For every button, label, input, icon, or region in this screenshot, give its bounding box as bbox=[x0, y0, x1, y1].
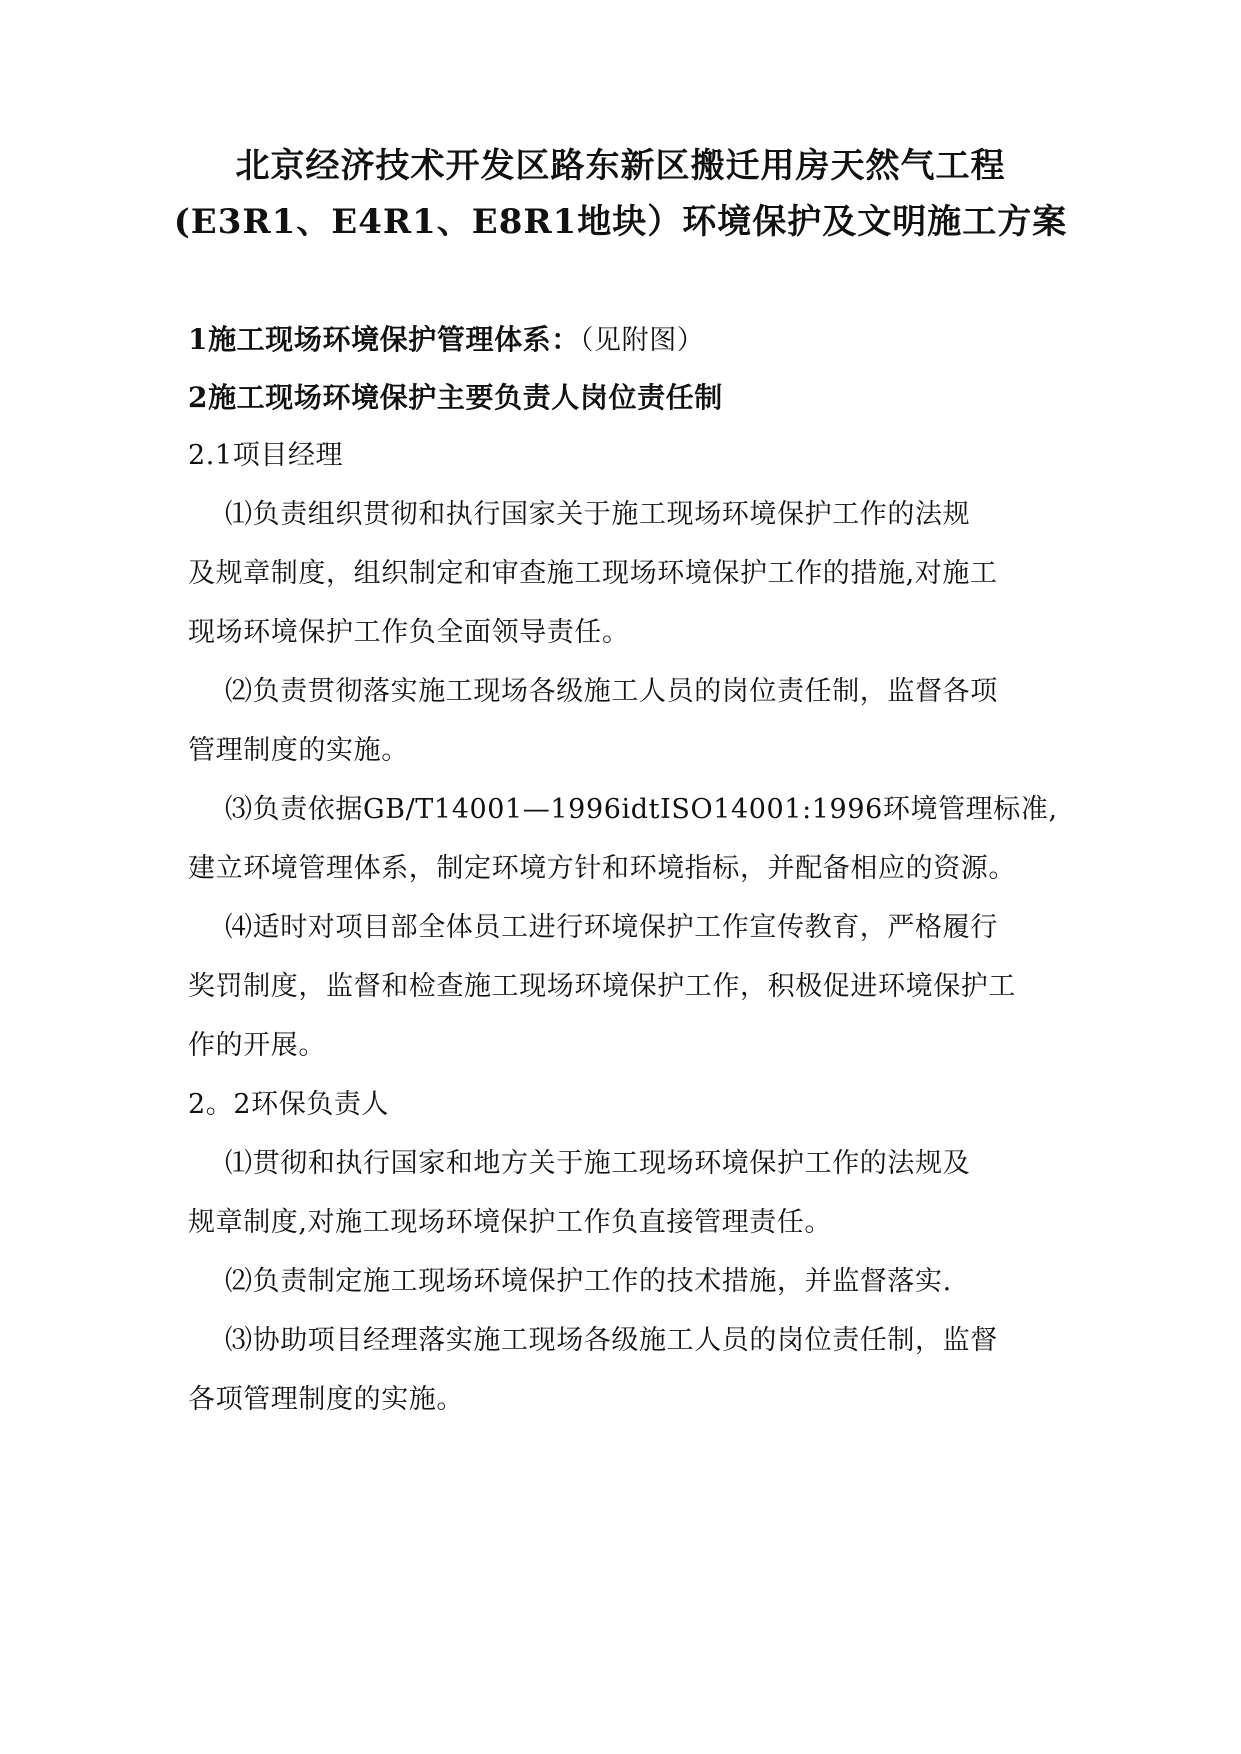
paragraph-line: ⑶协助项目经理落实施工现场各级施工人员的岗位责任制，监督 bbox=[225, 1325, 998, 1356]
paragraph-line: 管理制度的实施。 bbox=[188, 735, 409, 766]
section-1-heading: 1施工现场环境保护管理体系： bbox=[188, 323, 580, 356]
section-1-heading-row bbox=[188, 320, 704, 361]
paragraph-line: 各项管理制度的实施。 bbox=[188, 1384, 464, 1415]
paragraph-line: ⑷适时对项目部全体员工进行环境保护工作宣传教育，严格履行 bbox=[225, 912, 998, 943]
subsection-2-1-heading: 2.1项目经理 bbox=[188, 440, 344, 471]
paragraph-line: ⑶负责依据GB/T14001—1996idtISO14001:1996环境管理标准, bbox=[225, 794, 1058, 825]
paragraph-line: 奖罚制度，监督和检查施工现场环境保护工作，积极促进环境保护工 bbox=[188, 971, 1016, 1002]
paragraph-line: 作的开展。 bbox=[188, 1030, 326, 1061]
paragraph-line: ⑴负责组织贯彻和执行国家关于施工现场环境保护工作的法规 bbox=[225, 499, 971, 530]
subsection-2-2-heading: 2。2环保负责人 bbox=[188, 1089, 390, 1120]
paragraph-line: 建立环境管理体系，制定环境方针和环境指标，并配备相应的资源。 bbox=[188, 853, 1016, 884]
document-title-line-2: (E3R1、E4R1、E8R1地块）环境保护及文明施工方案 bbox=[173, 202, 1068, 242]
paragraph-line: 现场环境保护工作负全面领导责任。 bbox=[188, 617, 630, 648]
document-title-line-1: 北京经济技术开发区路东新区搬迁用房天然气工程 bbox=[235, 146, 1006, 186]
paragraph-line: 及规章制度，组织制定和审查施工现场环境保护工作的措施,对施工 bbox=[188, 558, 998, 589]
paragraph-line: ⑵负责贯彻落实施工现场各级施工人员的岗位责任制，监督各项 bbox=[225, 676, 998, 707]
paragraph-line: ⑵负责制定施工现场环境保护工作的技术措施，并监督落实. bbox=[225, 1266, 952, 1297]
paragraph-line: 规章制度,对施工现场环境保护工作负直接管理责任。 bbox=[188, 1207, 832, 1238]
section-2-heading: 2施工现场环境保护主要负责人岗位责任制 bbox=[188, 381, 723, 414]
paragraph-line: ⑴贯彻和执行国家和地方关于施工现场环境保护工作的法规及 bbox=[225, 1148, 971, 1179]
section-1-note: （见附图） bbox=[579, 325, 705, 356]
